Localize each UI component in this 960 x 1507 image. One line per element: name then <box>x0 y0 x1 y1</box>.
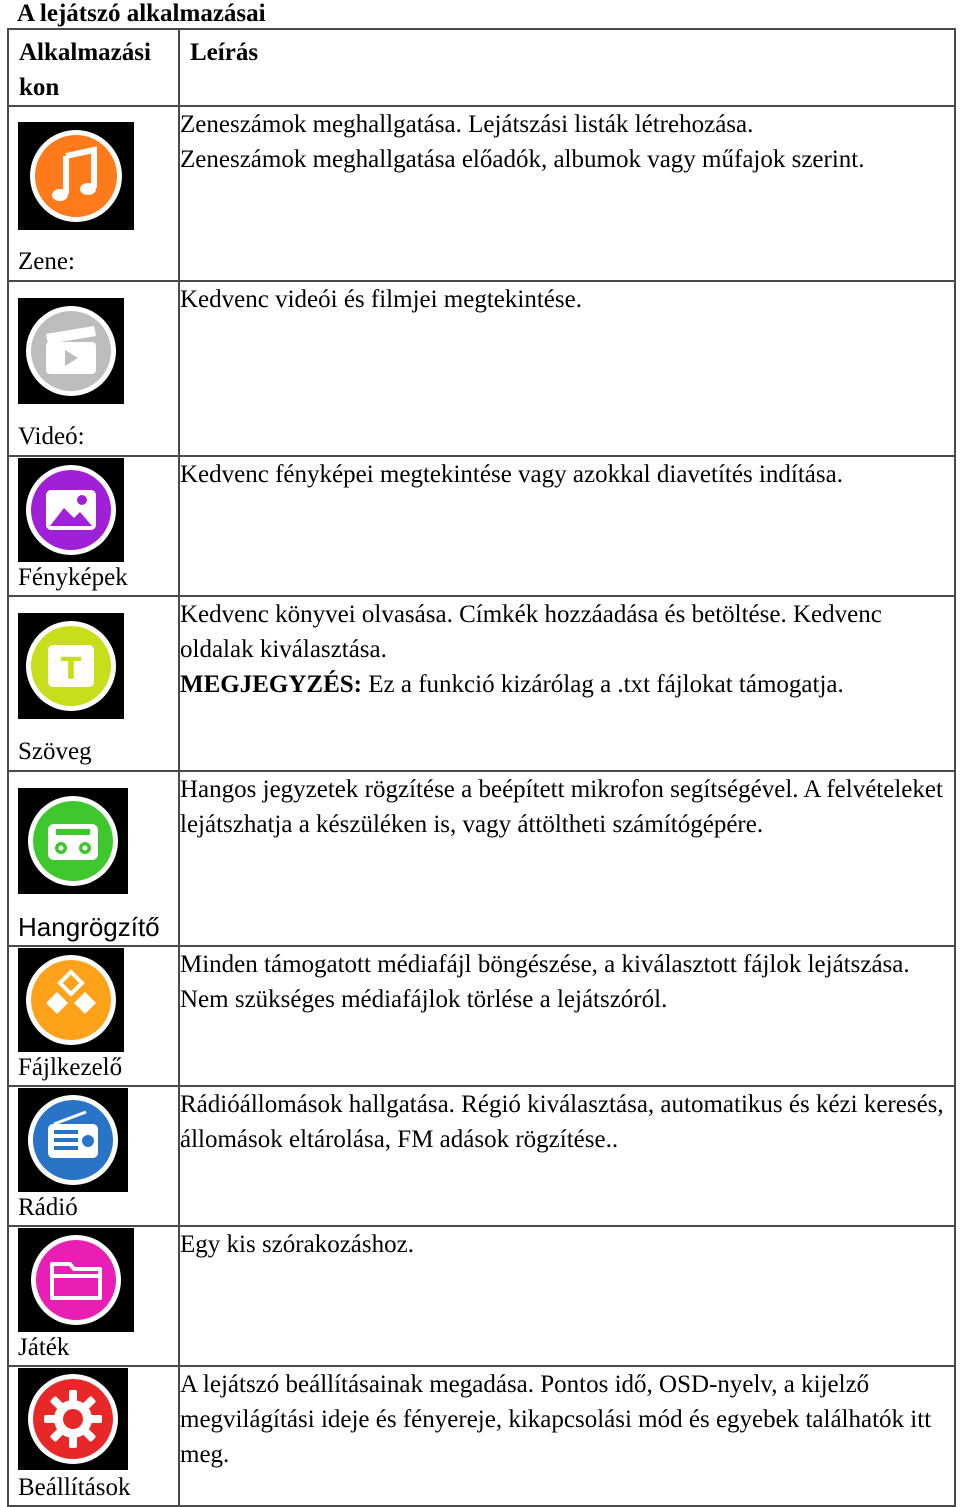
picture-icon <box>18 458 124 562</box>
table-row <box>8 281 955 456</box>
gear-icon <box>18 1368 128 1470</box>
app-name: Videó: <box>18 423 85 450</box>
description-cell <box>179 1366 955 1506</box>
description-cell <box>179 946 955 1086</box>
column-header-app-icon: Alkalmazási kon <box>8 29 179 106</box>
description-text: Zeneszámok meghallgatása. Lejátszási listák létrehozása. <box>180 111 754 138</box>
app-name: Rádió <box>18 1194 78 1221</box>
app-cell <box>8 281 179 456</box>
app-cell <box>8 946 179 1086</box>
music-note-icon <box>18 122 134 230</box>
description-text: Kedvenc könyvei olvasása. Címkék hozzáadása és betöltése. Kedvenc oldalak kiválasztása. <box>180 601 882 663</box>
note-text: Ez a funkció kizárólag a .txt fájlokat támogatja. <box>361 671 844 698</box>
description-text: Kedvenc videói és filmjei megtekintése. <box>180 286 582 313</box>
text-document-icon <box>18 613 124 719</box>
description-text: A lejátszó beállításainak megadása. Pontos idő, OSD-nyelv, a kijelző megvilágítási ideje és fényereje, kikapcsolási mód és egyebek találhatók itt meg. <box>180 1371 932 1468</box>
table-row <box>8 771 955 946</box>
file-manager-icon <box>18 948 124 1052</box>
table-row <box>8 456 955 596</box>
description-cell <box>179 456 955 596</box>
app-cell <box>8 1226 179 1366</box>
description-text: Kedvenc fényképei megtekintése vagy azokkal diavetítés indítása. <box>180 461 843 488</box>
description-note <box>180 667 954 702</box>
svg-text:T: T <box>60 652 82 687</box>
description-text: Zeneszámok meghallgatása előadók, albumok vagy műfajok szerint. <box>180 146 865 173</box>
document-title: A lejátszó alkalmazásai <box>17 0 266 27</box>
app-name: Beállítások <box>18 1474 131 1501</box>
cassette-recorder-icon <box>18 788 128 894</box>
table-row <box>8 1366 955 1506</box>
app-name: Szöveg <box>18 738 92 765</box>
app-cell <box>8 1086 179 1226</box>
description-cell <box>179 771 955 946</box>
app-cell <box>8 596 179 771</box>
note-label: MEGJEGYZÉS: <box>180 671 362 698</box>
description-cell <box>179 106 955 281</box>
description-text: Minden támogatott médiafájl böngészése, a kiválasztott fájlok lejátszása. Nem szükséges médiafájlok törlése a lejátszóról. <box>180 951 910 1013</box>
folder-game-icon <box>18 1228 134 1332</box>
table-row <box>8 1086 955 1226</box>
radio-icon <box>18 1088 128 1192</box>
app-name: Fényképek <box>18 564 128 591</box>
table-row <box>8 1226 955 1366</box>
app-name: Fájlkezelő <box>18 1054 123 1081</box>
table-row <box>8 596 955 771</box>
app-cell <box>8 456 179 596</box>
table-row <box>8 106 955 281</box>
applications-table <box>7 28 956 1507</box>
app-name: Hangrögzítő <box>18 912 160 942</box>
description-text: Hangos jegyzetek rögzítése a beépített mikrofon segítségével. A felvételeket lejátszhatja a készüléken is, vagy áttöltheti számítógépére. <box>180 776 943 838</box>
table-header-row <box>8 29 955 106</box>
description-cell <box>179 281 955 456</box>
description-text: Rádióállomások hallgatása. Régió kiválasztása, automatikus és kézi keresés, állomások eltárolása, FM adások rögzítése.. <box>180 1091 944 1153</box>
clapperboard-icon <box>18 298 124 404</box>
app-cell <box>8 1366 179 1506</box>
app-cell <box>8 771 179 946</box>
app-name: Játék <box>18 1334 70 1361</box>
description-cell <box>179 1226 955 1366</box>
table-row <box>8 946 955 1086</box>
description-cell <box>179 1086 955 1226</box>
app-name: Zene: <box>18 248 75 275</box>
description-cell <box>179 596 955 771</box>
app-cell <box>8 106 179 281</box>
column-header-description: Leírás <box>179 29 955 106</box>
description-text: Egy kis szórakozáshoz. <box>180 1231 414 1258</box>
